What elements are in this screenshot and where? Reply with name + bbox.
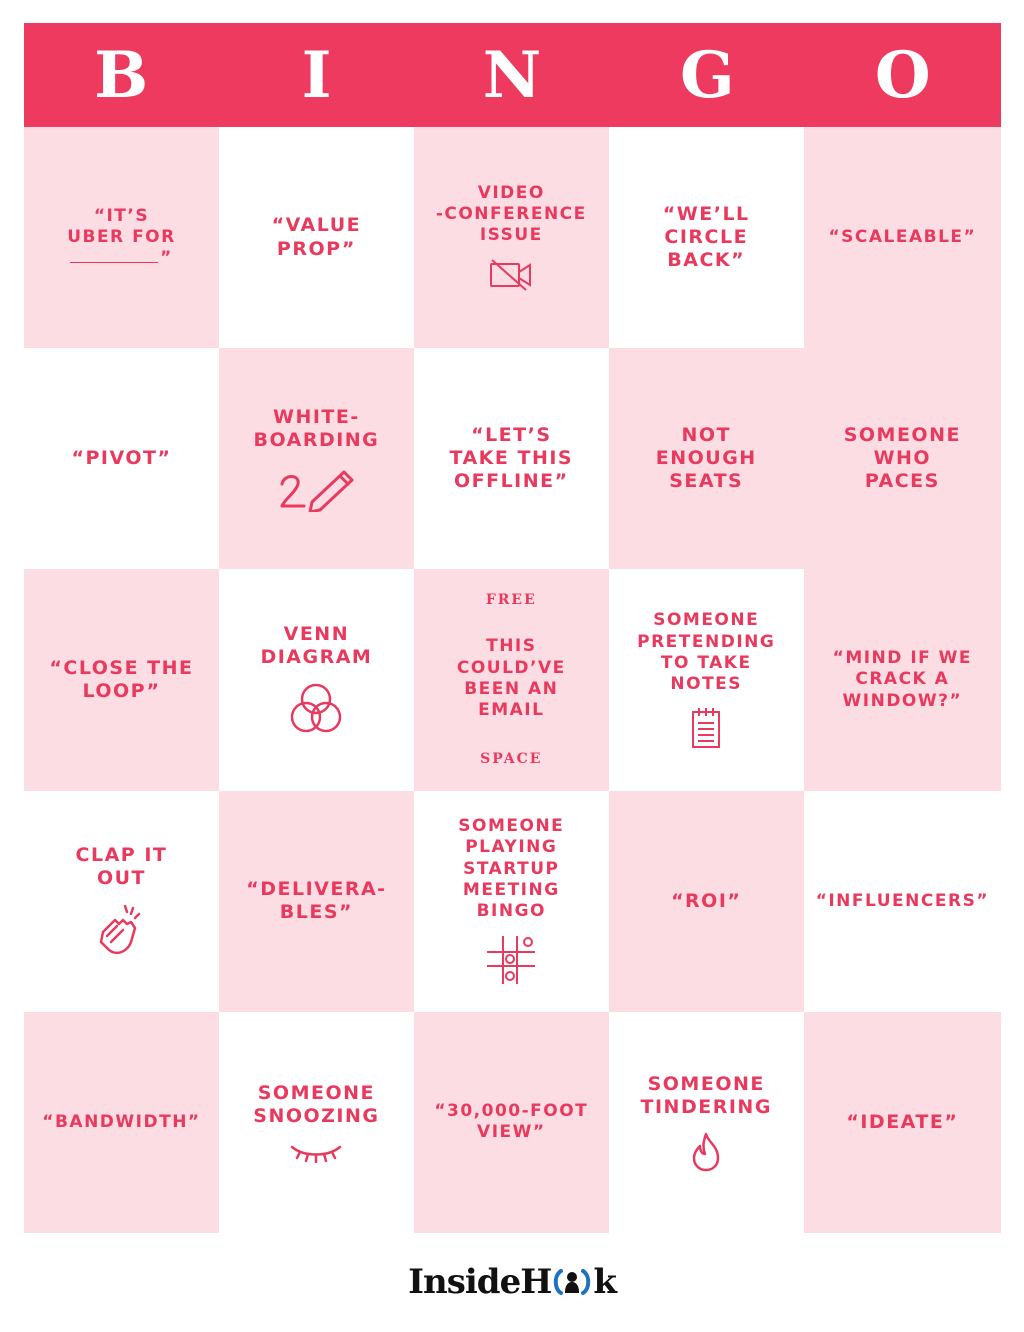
cell-label: “IT’S UBER FOR bbox=[67, 205, 176, 247]
bingo-cell[interactable] bbox=[609, 348, 804, 569]
cell-label: “DELIVERA- BLES” bbox=[246, 878, 387, 924]
cell-label: “LET’S TAKE THIS OFFLINE” bbox=[449, 424, 574, 493]
cell-label: THIS COULD’VE BEEN AN EMAIL bbox=[456, 636, 566, 721]
video-off-icon bbox=[488, 258, 534, 292]
bingo-cell[interactable] bbox=[219, 791, 414, 1012]
cell-label: “CLOSE THE LOOP” bbox=[49, 656, 194, 702]
bingo-cell[interactable] bbox=[804, 127, 1001, 348]
insidehook-logo[interactable] bbox=[408, 1262, 616, 1302]
bingo-cell[interactable] bbox=[24, 1012, 219, 1233]
free-space-label-top: FREE bbox=[485, 592, 537, 609]
bingo-cell[interactable] bbox=[804, 1012, 1001, 1233]
closed-eye-icon bbox=[288, 1141, 344, 1163]
bingo-cell[interactable] bbox=[609, 1012, 804, 1233]
cell-label: “IDEATE” bbox=[846, 1110, 959, 1133]
bingo-cell[interactable] bbox=[414, 127, 609, 348]
logo-text-right: k bbox=[593, 1262, 616, 1302]
fill-in-blank bbox=[70, 262, 158, 263]
bingo-grid bbox=[24, 127, 1001, 1233]
cell-label: “MIND IF WE CRACK A WINDOW?” bbox=[832, 648, 973, 711]
bingo-cell[interactable] bbox=[414, 569, 609, 790]
bingo-cell[interactable] bbox=[609, 569, 804, 790]
cell-label: VENN DIAGRAM bbox=[260, 622, 373, 668]
bingo-cell[interactable] bbox=[609, 127, 804, 348]
pen-scribble-icon bbox=[274, 464, 358, 512]
bingo-cell[interactable] bbox=[24, 348, 219, 569]
cell-label: “SCALEABLE” bbox=[828, 226, 977, 247]
tic-tac-toe-icon bbox=[483, 934, 539, 986]
cell-label: SOMEONE WHO PACES bbox=[843, 424, 961, 493]
bingo-cell[interactable] bbox=[24, 127, 219, 348]
header-letter-i: I bbox=[301, 37, 333, 113]
cell-label: NOT ENOUGH SEATS bbox=[655, 424, 757, 493]
clap-icon bbox=[95, 902, 147, 958]
cell-label: SOMEONE SNOOZING bbox=[253, 1082, 380, 1128]
cell-label: VIDEO -CONFERENCE ISSUE bbox=[435, 182, 587, 246]
bingo-cell[interactable] bbox=[804, 569, 1001, 790]
bingo-cell[interactable] bbox=[804, 791, 1001, 1012]
bingo-header bbox=[24, 23, 1001, 127]
bingo-cell[interactable] bbox=[414, 1012, 609, 1233]
logo-text-left: InsideH bbox=[408, 1262, 552, 1302]
header-letter-o: O bbox=[874, 37, 932, 113]
cell-label: “PIVOT” bbox=[71, 447, 172, 470]
bingo-cell[interactable] bbox=[219, 348, 414, 569]
cell-label: WHITE- BOARDING bbox=[253, 405, 380, 451]
cell-label: SOMEONE TINDERING bbox=[640, 1073, 772, 1119]
cell-label: SOMEONE PRETENDING TO TAKE NOTES bbox=[637, 610, 776, 695]
bingo-cell[interactable] bbox=[219, 127, 414, 348]
cell-label: SOMEONE PLAYING STARTUP MEETING BINGO bbox=[458, 816, 565, 922]
footer bbox=[0, 1262, 1024, 1302]
cell-label-suffix: ” bbox=[160, 248, 173, 269]
header-letter-b: B bbox=[94, 37, 150, 113]
free-space-label-bottom: SPACE bbox=[480, 751, 543, 768]
cell-label: “VALUE PROP” bbox=[271, 214, 362, 260]
header-letter-n: N bbox=[482, 37, 543, 113]
bingo-cell[interactable] bbox=[804, 348, 1001, 569]
cell-label: “WE’LL CIRCLE BACK” bbox=[662, 202, 750, 272]
bingo-cell[interactable] bbox=[219, 569, 414, 790]
cell-label: “INFLUENCERS” bbox=[815, 890, 989, 911]
cell-label: “30,000-FOOT VIEW” bbox=[434, 1101, 589, 1143]
notepad-icon bbox=[690, 707, 722, 749]
bingo-cell[interactable] bbox=[24, 569, 219, 790]
bingo-cell[interactable] bbox=[24, 791, 219, 1012]
bingo-cell[interactable] bbox=[414, 791, 609, 1012]
bingo-cell[interactable] bbox=[609, 791, 804, 1012]
cell-label: CLAP IT OUT bbox=[75, 844, 168, 890]
cell-label: “BANDWIDTH” bbox=[42, 1111, 201, 1132]
header-letter-g: G bbox=[680, 37, 736, 113]
venn-icon bbox=[286, 681, 346, 737]
cell-label: “ROI” bbox=[671, 889, 742, 912]
hook-icon bbox=[552, 1267, 592, 1297]
flame-icon bbox=[690, 1132, 722, 1172]
bingo-cell[interactable] bbox=[414, 348, 609, 569]
bingo-cell[interactable] bbox=[219, 1012, 414, 1233]
